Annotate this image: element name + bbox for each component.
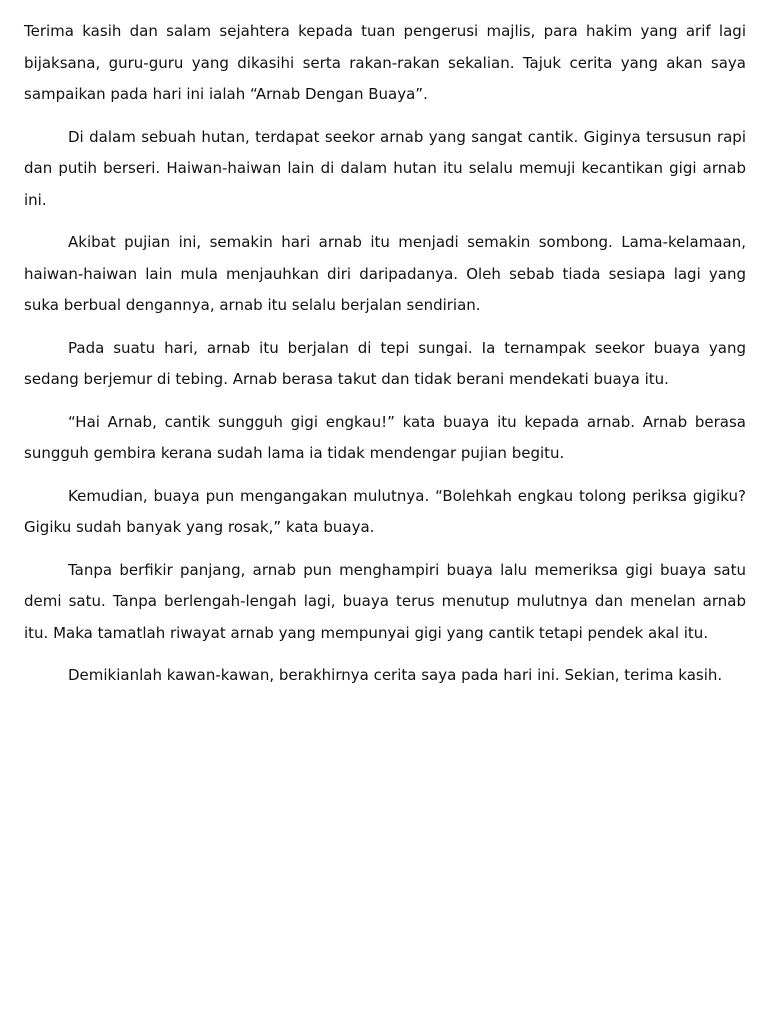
paragraph-7: Tanpa berfikir panjang, arnab pun menghampiri buaya lalu memeriksa gigi buaya satu demi satu. Tanpa berlengah-lengah lagi, buaya terus menutup mulutnya dan menelan arnab itu. Maka tamatlah riwayat arnab yang mempunyai gigi yang cantik tetapi pendek akal itu. bbox=[24, 560, 746, 642]
paragraph-4: Pada suatu hari, arnab itu berjalan di tepi sungai. Ia ternampak seekor buaya yang sedang berjemur di tebing. Arnab berasa takut dan tidak berani mendekati buaya itu. bbox=[24, 338, 746, 388]
paragraph-closing: Demikianlah kawan-kawan, berakhirnya cerita saya pada hari ini. Sekian, terima kasih. bbox=[68, 666, 723, 684]
paragraph-6: Kemudian, buaya pun mengangakan mulutnya. “Bolehkah engkau tolong periksa gigiku? Gigiku sudah banyak yang rosak,” kata buaya. bbox=[24, 486, 746, 536]
paragraph-3: Akibat pujian ini, semakin hari arnab itu menjadi semakin sombong. Lama-kelamaan, haiwan-haiwan lain mula menjauhkan diri daripadanya. Oleh sebab tiada sesiapa lagi yang suka berbual dengannya, arnab itu selalu berjalan sendirian. bbox=[24, 233, 746, 314]
paragraph-opening: Terima kasih dan salam sejahtera kepada tuan pengerusi majlis, para hakim yang arif lagi bijaksana, guru-guru yang dikasihi serta rakan-rakan sekalian. Tajuk cerita yang akan saya sampaikan pada hari ini ialah “Arnab Dengan Buaya”. bbox=[24, 22, 746, 103]
paragraph-5: “Hai Arnab, cantik sungguh gigi engkau!” kata buaya itu kepada arnab. Arnab berasa sungguh gembira kerana sudah lama ia tidak mendengar pujian begitu. bbox=[24, 412, 746, 462]
paragraph-2: Di dalam sebuah hutan, terdapat seekor arnab yang sangat cantik. Giginya tersusun rapi dan putih berseri. Haiwan-haiwan lain di dalam hutan itu selalu memuji kecantikan gigi arnab ini. bbox=[24, 127, 746, 209]
document-page bbox=[24, 16, 746, 703]
